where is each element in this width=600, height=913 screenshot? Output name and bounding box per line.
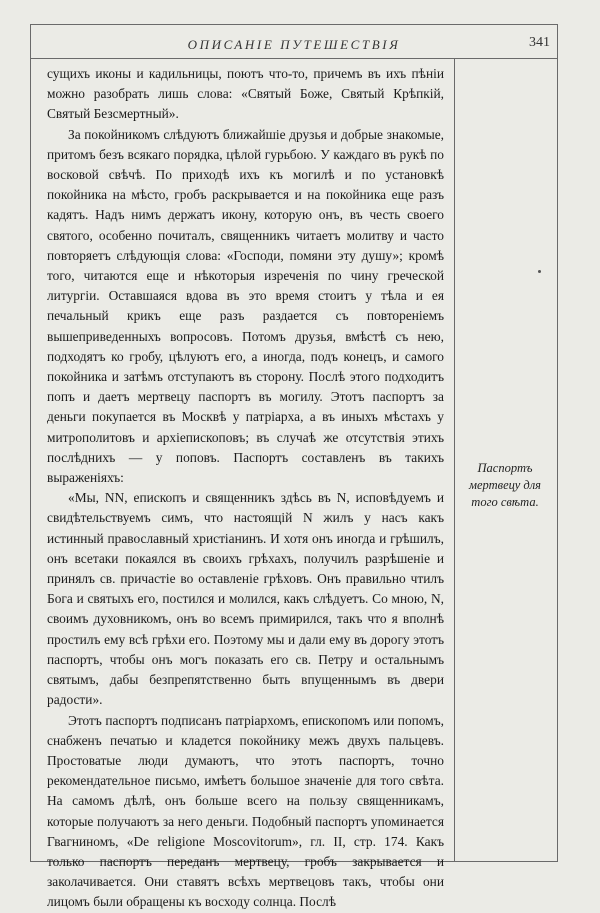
margin-column-rule	[454, 58, 455, 862]
page-number: 341	[529, 35, 550, 50]
body-text	[47, 64, 444, 913]
header-rule	[30, 58, 558, 59]
header-title: ОПИСАНІЕ ПУТЕШЕСТВІЯ	[187, 37, 401, 52]
running-header	[30, 33, 558, 55]
paragraph-2: За покойникомъ слѣдуютъ ближайшіе друзья и добрые знакомые, притомъ безъ всякаго порядка, цѣлой гурьбою. У каждаго въ рукѣ по восковой свѣчѣ. По приходѣ ихъ къ могилѣ и по установкѣ покойника на мѣсто, гробъ раскрывается и на покойника еще разъ кадятъ. Надъ нимъ держатъ икону, которую онъ, въ честь своего святого, особенно почиталъ, священникъ читаетъ молитву и часто повторяетъ слѣдующія слова: «Господи, помяни эту душу»; кромѣ того, читаются еще и нѣкоторыя изреченія по чину греческой литургіи. Оставшаяся вдова въ это время стоитъ у тѣла и ея печальный крикъ еще разъ раздается съ повтореніемъ вышеприведенныхъ вопросовъ. Потомъ друзья, вмѣстѣ съ нею, подходятъ ко гробу, цѣлуютъ его, а иногда, подъ конецъ, и самого покойника и затѣмъ отступаютъ въ сторону. Послѣ этого подходитъ попъ и даетъ мертвецу паспортъ въ могилу. Этотъ паспортъ за деньги покупается въ Москвѣ у патріарха, а въ иныхъ мѣстахъ у митрополитовъ и архіепископовъ; въ случаѣ же отсутствія этихъ послѣднихъ — у поповъ. Паспортъ составленъ въ такихъ выраженіяхъ:	[47, 126, 444, 486]
margin-note: Паспортъ мертвецу для того свѣта.	[469, 461, 541, 509]
paragraph-3-passport-text: «Мы, NN, епископъ и священникъ здѣсь въ N, исповѣдуемъ и свидѣтельствуемъ симъ, что настоящій N жилъ у насъ какъ истинный православный христіанинъ. И хотя онъ иногда и грѣшилъ, онъ всетаки покаялся въ своихъ грѣхахъ, получилъ разрѣшеніе и принялъ св. причастіе во оставленіе грѣховъ. Онъ правильно чтилъ Бога и святыхъ его, постился и молился, какъ слѣдуетъ. Со мною, N, своимъ духовникомъ, онъ во всемъ примирился, такъ что я вполнѣ простилъ ему всѣ грѣхи его. Поэтому мы и дали ему въ дорогу этотъ паспортъ, чтобы онъ могъ показать его св. Петру и остальнымъ святымъ, дабы безпрепятственно быть впущеннымъ въ двери радости».	[47, 490, 444, 708]
paragraph-1: сущихъ иконы и кадильницы, поютъ что-то, причемъ въ ихъ пѣніи можно разобрать лишь слова: «Святый Боже, Святый Крѣпкій, Святый Безсмертный».	[47, 66, 444, 122]
page-speck	[538, 270, 541, 273]
paragraph-4: Этотъ паспортъ подписанъ патріархомъ, епископомъ или попомъ, снабженъ печатью и кладется покойнику межъ двухъ пальцевъ. Простоватые люди думаютъ, что этотъ паспортъ, точно рекомендательное письмо, имѣетъ большое значеніе для того свѣта. На самомъ дѣлѣ, онъ больше всего на пользу священникамъ, которые получаютъ за него деньги. Подобный паспортъ упоминается Гвагниномъ, «De religione Moscovitorum», гл. II, стр. 174. Какъ только паспортъ переданъ мертвецу, гробъ закрывается и заколачивается. Они ставятъ всѣхъ мертвецовъ такъ, чтобы они лицомъ были обращены къ восходу солнца. Послѣ	[47, 712, 444, 910]
